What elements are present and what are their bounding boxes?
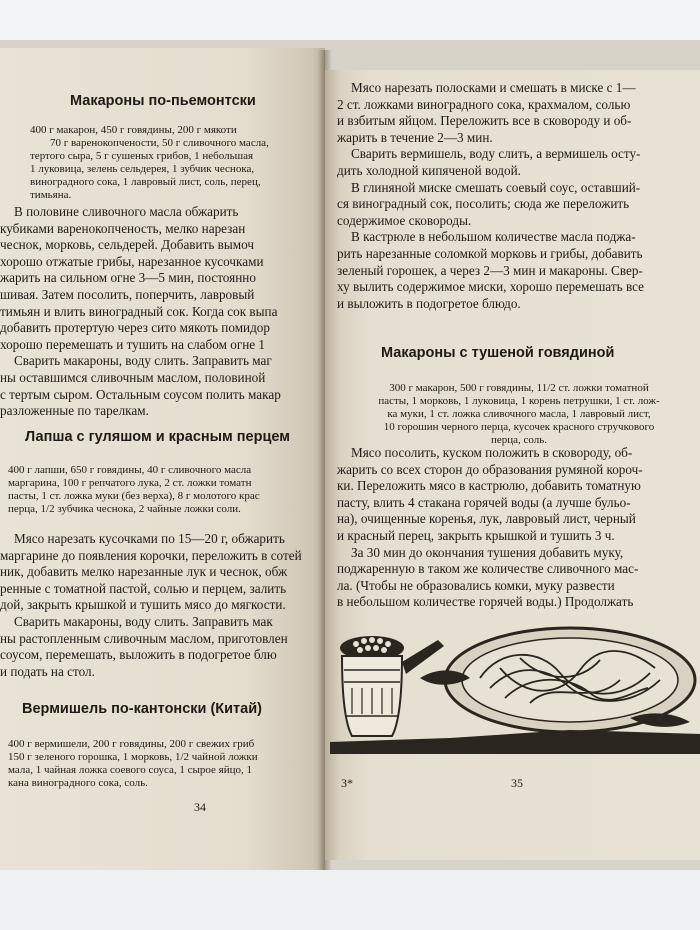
method-line: Мясо нарезать кусочками по 15—20 г, обжарить [14,531,285,546]
pasta-plate-icon [420,628,695,732]
method-line: разложенные по тарелкам. [0,403,149,419]
method-line: маргарине до появления корочки, переложить в сотей [0,547,302,563]
method-line: Мясо посолить, куском положить в сковороду, об- [351,445,633,460]
page-number-left: 34 [194,800,206,814]
ingredients-govyadina [345,382,693,447]
method-line: ла. (Чтобы не образовались комки, муку развести [337,577,615,593]
ingredient-line: 300 г макарон, 500 г говядины, 11/2 ст. ложки томатной [389,382,649,394]
method-vermishel-cont [337,80,644,312]
pasta-illustration [330,618,700,758]
method-line: и подать на стол. [0,663,95,679]
method-line: соусом, перемешать, выложить в подогретое блю [0,647,277,663]
method-line: шивая. Затем посолить, поперчить, лавровый [0,286,255,302]
ingredient-line: тимьяна. [30,189,72,201]
method-line: ху вылить содержимое миски, хорошо перемешать все [337,279,644,295]
method-line: ник, добавить мелко нарезанные лук и чеснок, обж [0,564,288,580]
ingredient-line: перца, 1/2 зубчика чеснока, 2 чайные ложки соли. [8,503,241,515]
ingredient-line: 1 луковица, зелень сельдерея, 1 зубчик чеснока, [30,163,255,175]
recipe-title-lapsha: Лапша с гуляшом и красным перцем [25,429,290,445]
method-line: и взбитым яйцом. Переложить все в сковороду и об- [337,113,632,129]
ingredient-line: пасты, 1 ст. ложка муки (без верха), 8 г молотого крас [8,490,260,502]
ingredient-line: 400 г макарон, 450 г говядины, 200 г мякоти [30,124,237,136]
ingredient-line: мала, 1 чайная ложка соевого соуса, 1 сырое яйцо, 1 [8,764,252,776]
method-line: содержимое сковороды. [337,212,472,228]
method-line: В глиняной миске смешать соевый соус, оставший- [351,179,641,195]
method-line: хорошо перемешать и тушить на слабом огне 1 [0,336,266,352]
backdrop-bottom [0,870,700,930]
method-line: и красный перец, закрыть крышкой и тушить 3 ч. [337,527,615,543]
method-line: Сварить вермишель, воду слить, а вермишель осту- [351,146,641,162]
method-line: ны оставшимся сливочным маслом, половиной [0,369,266,385]
ingredient-line: перца, соль. [490,434,548,446]
method-line: ся виноградный сок, посолить; сюда же переложить [337,196,630,212]
method-piemont [0,204,281,420]
ingredient-line: тертого сыра, 5 г сушеных грибов, 1 небольшая [30,150,254,162]
ingredient-line: пасты, 1 морковь, 1 луковица, 1 корень петрушки, 1 ст. лож- [378,395,660,407]
method-line: жарить со всех сторон до образования румяной короч- [337,461,643,477]
ingredient-line: 400 г вермишели, 200 г говядины, 200 г свежих гриб [8,738,255,750]
method-line: дой, закрыть крышкой и тушить мясо до мягкости. [0,597,286,613]
signature-mark: 3* [341,776,353,790]
page-number-right: 35 [511,776,523,790]
method-govyadina [337,445,643,611]
method-lapsha [0,531,302,680]
ingredient-line: ка муки, 1 ст. ложка сливочного масла, 1 лавровый лист, [387,408,651,420]
ingredients-vermishel [8,738,258,790]
method-line: на), очищенные коренья, лук, лавровый лист, черный [337,511,636,527]
method-line: кубиками варенокопченость, мелко нарезан [0,220,246,236]
method-line: и выложить в подогретое блюдо. [337,295,521,311]
recipe-title-vermishel: Вермишель по-кантонски (Китай) [22,701,262,717]
method-line: В половине сливочного масла обжарить [14,204,239,219]
cooking-pot-icon [340,636,444,736]
method-line: За 30 мин до окончания тушения добавить муку, [351,544,624,560]
method-line: в небольшом количестве горячей воды.) Продолжать [337,594,634,610]
ingredient-line: маргарина, 100 г репчатого лука, 2 ст. ложки томатн [8,477,252,489]
recipe-title-govyadina: Макароны с тушеной говядиной [381,345,615,361]
ingredients-lapsha [8,464,260,516]
left-page [0,48,325,880]
ingredient-line: 10 горошин черного перца, кусочек красного стручкового [383,421,655,433]
method-line: тимьян и влить виноградный сок. Когда сок выпа [0,303,278,319]
method-line: В кастрюле в небольшом количестве масла поджа- [351,229,636,245]
ingredient-line: виноградного сока, 1 лавровый лист, соль, перец, [30,176,261,188]
method-line: жарить на сильном огне 3—5 мин, постоянно [0,270,256,286]
method-line: хорошо отжатые грибы, нарезанное кусочками [0,253,264,269]
method-line: рить нарезанные соломкой морковь и грибы, добавить [337,245,643,261]
method-line: Сварить макароны, воду слить. Заправить маг [14,353,272,369]
ingredient-line: 150 г зеленого горошка, 1 морковь, 1/2 чайной ложки [8,751,258,763]
ingredients-piemont [30,124,269,202]
method-line: ны растопленным сливочным маслом, приготовлен [0,630,288,646]
method-line: дить холодной кипяченой водой. [337,162,521,178]
method-line: Мясо нарезать полосками и смешать в миске с 1— [351,80,636,95]
method-line: поджаренную в таком же количестве сливочного мас- [337,561,639,577]
recipe-title-piemont: Макароны по-пьемонтски [70,93,256,109]
method-line: пасту, влить 4 стакана горячей воды (а лучше бульо- [337,494,631,510]
ingredient-line: 400 г лапши, 650 г говядины, 40 г сливочного масла [8,464,252,476]
method-line: добавить протертую через сито мякоть помидор [0,320,270,336]
method-line: чеснок, морковь, сельдерей. Добавить вымоч [0,237,254,253]
method-line: с тертым сыром. Остальным соусом полить макар [0,386,281,402]
ingredient-line: 70 г варенокопчености, 50 г сливочного масла, [50,137,269,149]
method-line: жарить в течение 2—3 мин. [337,129,493,145]
method-line: Сварить макароны, воду слить. Заправить мак [14,613,273,629]
method-line: зеленый горошек, а через 2—3 мин и макароны. Свер- [337,262,643,278]
method-line: 2 ст. ложками виноградного сока, крахмалом, солью [337,96,631,112]
method-line: ки. Переложить мясо в кастрюлю, добавить томатную [337,478,641,494]
method-line: ренные с томатной пастой, солью и перцем, залить [0,580,287,596]
ingredient-line: кана виноградного сока, соль. [8,777,148,789]
